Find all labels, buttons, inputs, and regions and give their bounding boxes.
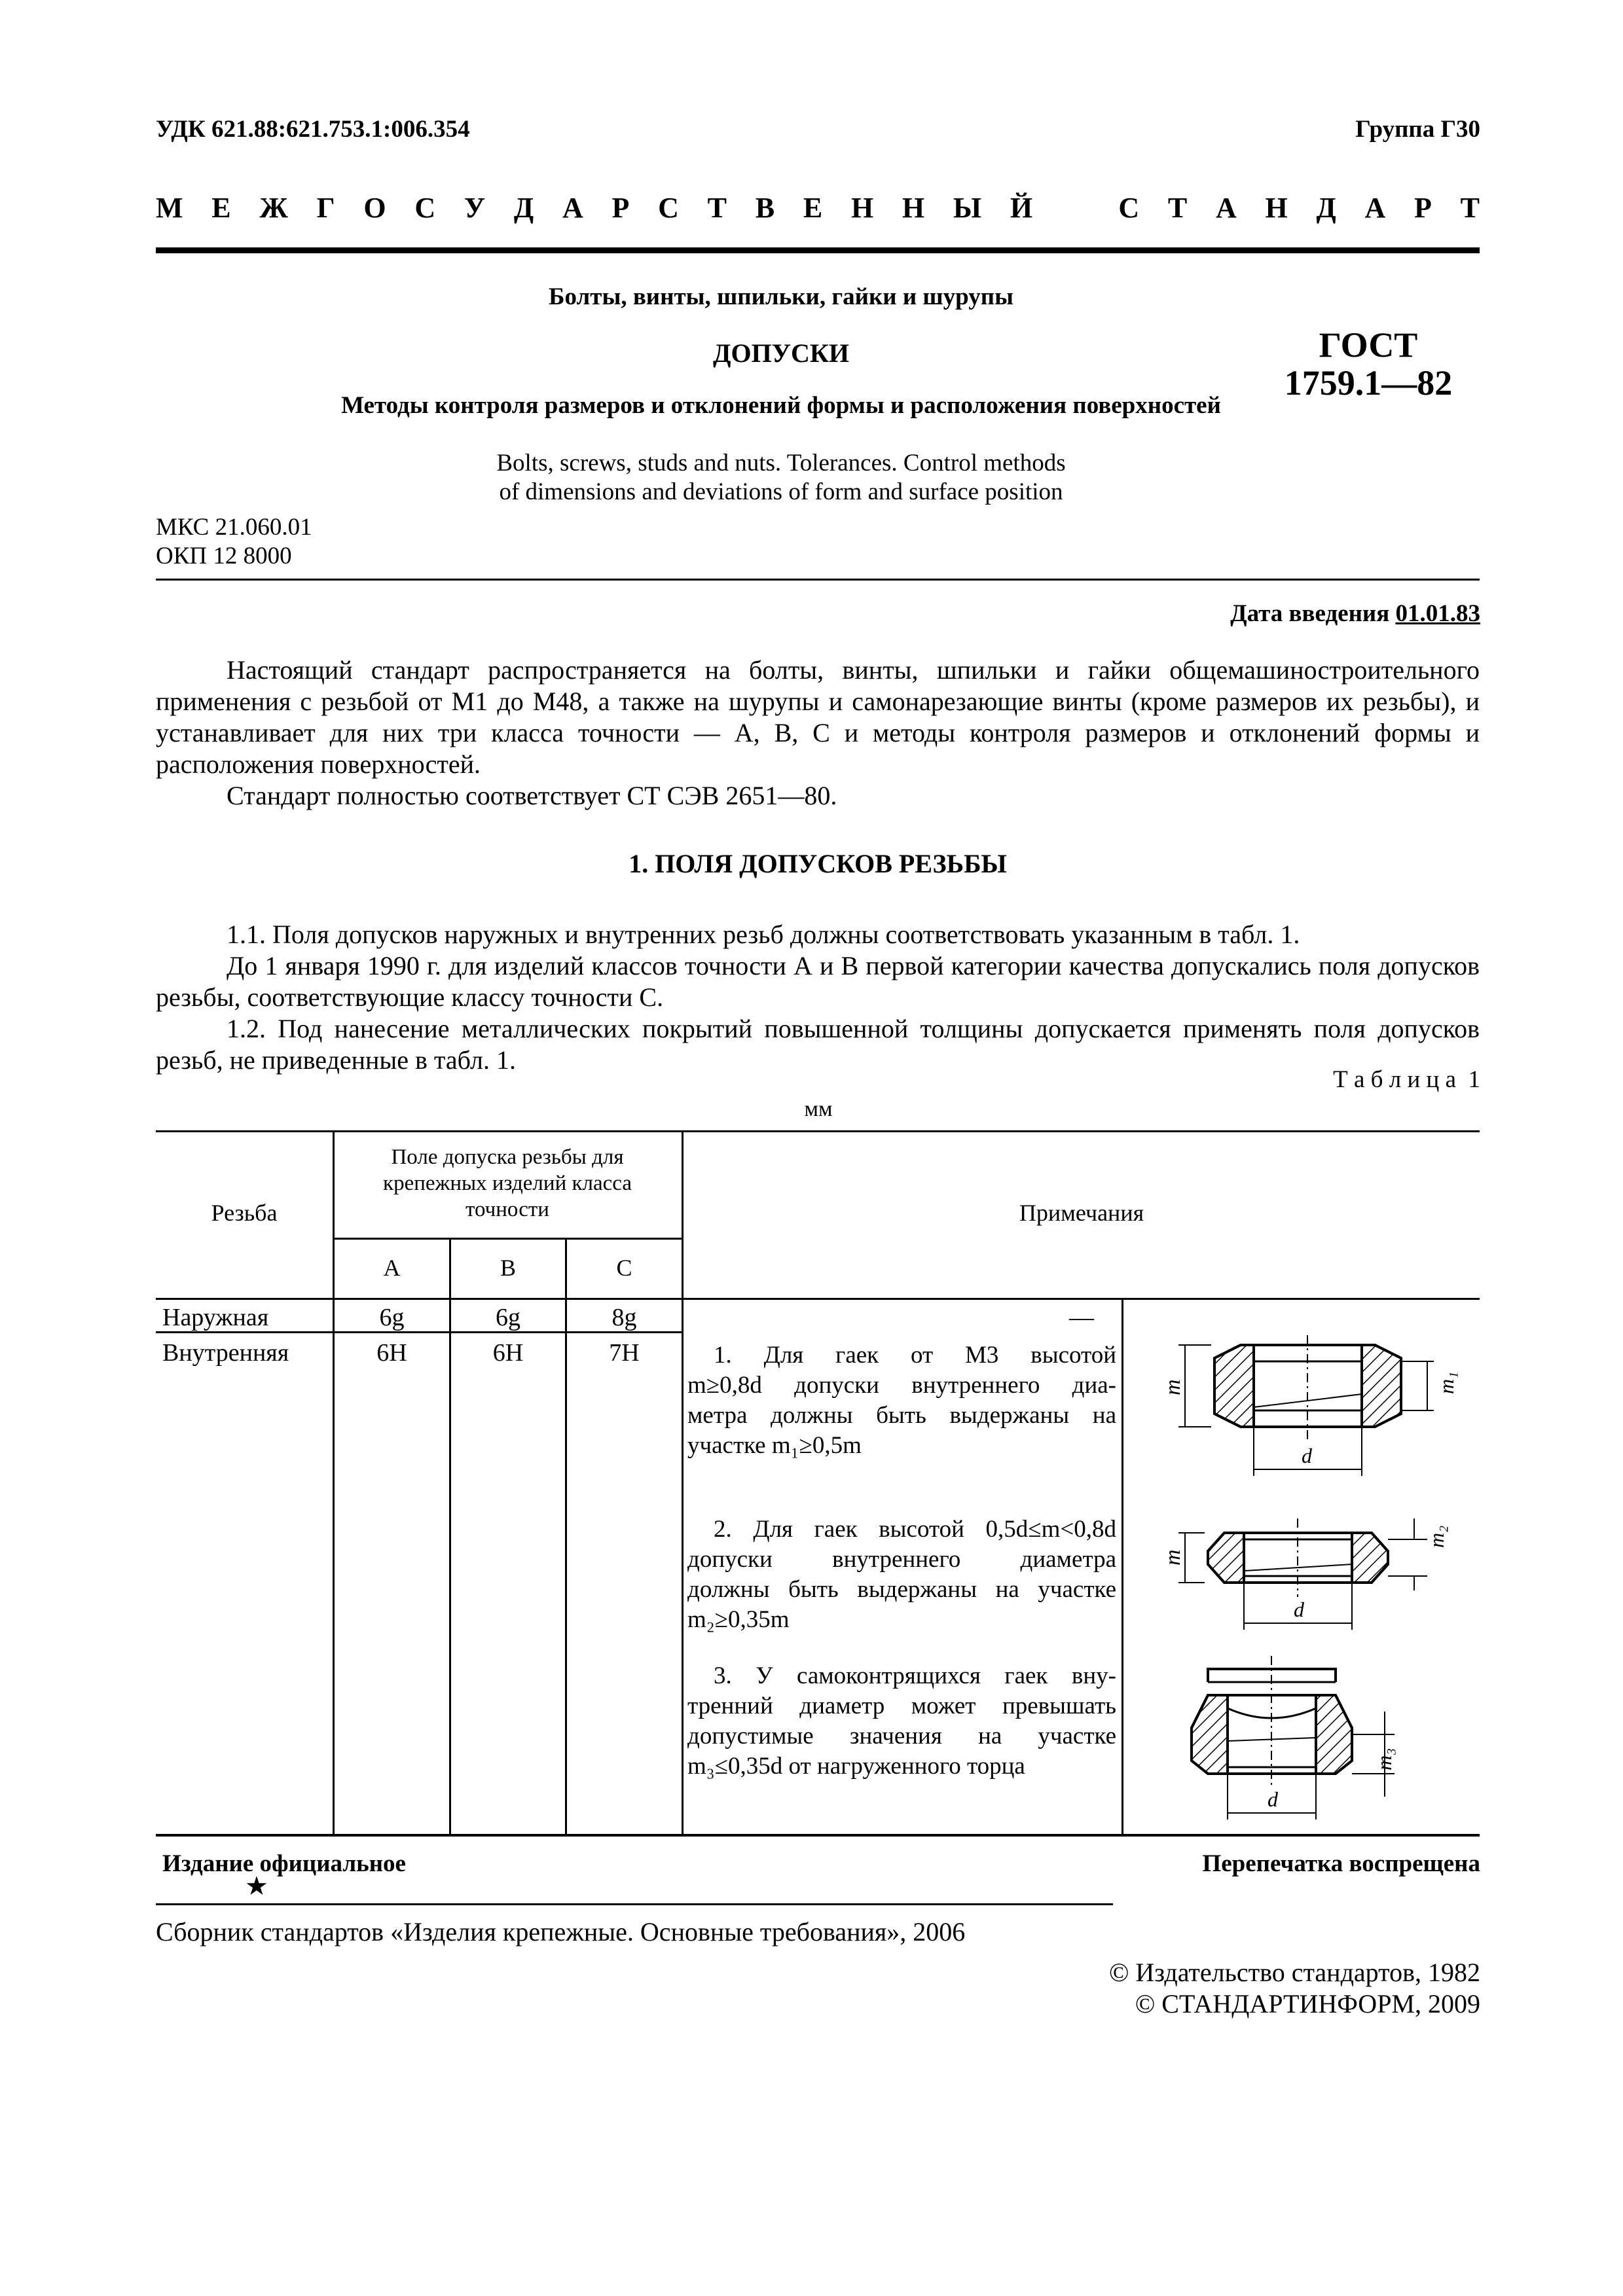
- row-external-thread: Наружная: [162, 1304, 269, 1331]
- row-internal-c: 7H: [609, 1339, 640, 1367]
- copyright-1: © Издательство стандартов, 1982: [1108, 1958, 1480, 1987]
- table-caption: Т а б л и ц а 1: [1333, 1066, 1480, 1093]
- note-1-line-2: m≥0,8d допуски внутреннего диа-: [687, 1372, 1116, 1399]
- english-title-1: Bolts, screws, studs and nuts. Tolerances. Control methods: [496, 450, 1066, 476]
- row-external-b: 6g: [496, 1304, 520, 1331]
- official-edition: Издание официальное: [162, 1850, 406, 1877]
- note-3-line-1: 3. У самоконтрящихся гаек вну-: [714, 1662, 1116, 1689]
- row-internal-b: 6H: [492, 1339, 524, 1367]
- okp-code: ОКП 12 8000: [156, 543, 292, 569]
- collection-note: Сборник стандартов «Изделия крепежные. Основные требования», 2006: [156, 1917, 966, 1946]
- row-external-c: 8g: [611, 1304, 637, 1331]
- reprint-forbidden: Перепечатка воспрещена: [1202, 1850, 1480, 1877]
- note-3-line-4: m₃≤0,35d от нагруженного торца: [687, 1753, 1025, 1780]
- title-rule: [156, 579, 1480, 581]
- header-notes: Примечания: [1019, 1200, 1144, 1226]
- row-internal-thread: Внутренняя: [162, 1339, 289, 1367]
- figure-2-label-m: m: [1161, 1549, 1185, 1566]
- row-1-underline-classes: [333, 1331, 683, 1333]
- figure-2-label-d: d: [1294, 1598, 1304, 1621]
- table-vline-4: [682, 1130, 684, 1835]
- table-subheader-rule: [334, 1238, 683, 1240]
- intro-paragraph-2: Стандарт полностью соответствует СТ СЭВ 2651—80.: [227, 781, 837, 810]
- note-1: [687, 1340, 1116, 1461]
- note-2-line-2: допуски внутреннего диаметра: [687, 1546, 1116, 1573]
- mks-code: МКС 21.060.01: [156, 514, 312, 541]
- header-thread: Резьба: [211, 1200, 278, 1226]
- gost-number: 1759.1—82: [1284, 363, 1453, 403]
- title-line-3: Методы контроля размеров и отклонений формы и расположения поверхностей: [341, 392, 1221, 419]
- note-3: [687, 1661, 1116, 1782]
- note-2-line-1: 2. Для гаек высотой 0,5d≤m<0,8d: [714, 1516, 1116, 1543]
- figure-3-label-m3: m₃: [1372, 1748, 1396, 1770]
- table-bottom-rule: [156, 1834, 1480, 1837]
- note-1-line-1: 1. Для гаек от М3 высотой: [714, 1342, 1116, 1369]
- figure-2-label-m2: m₂: [1425, 1525, 1448, 1548]
- star-mark: ★: [245, 1871, 268, 1901]
- figure-3-label-d: d: [1267, 1787, 1278, 1811]
- table-vline-5: [1122, 1298, 1123, 1835]
- intro-date-label: Дата введения: [1230, 600, 1390, 627]
- nut-figure-2: [1139, 1499, 1467, 1649]
- table-header-bottom-rule: [156, 1298, 1480, 1300]
- group-code: Группа Г30: [1355, 116, 1480, 143]
- nut-figure-3: [1139, 1656, 1467, 1833]
- english-title-2: of dimensions and deviations of form and surface position: [499, 478, 1063, 505]
- intro-date: [1230, 600, 1480, 628]
- udk-code: УДК 621.88:621.753.1:006.354: [156, 116, 470, 143]
- intro-paragraph-1: Настоящий стандарт распространяется на болты, винты, шпильки и гайки общемашиностроительного применения с резьбой от М1 до М48, а также на шурупы и самонарезающие винты (кроме размеров их резьбы), и устанавливает для них три класса точности — А, В, С и методы контроля размеров и отклонений формы и расположения поверхностей.: [156, 655, 1480, 779]
- table-top-rule: [156, 1130, 1480, 1132]
- note-1-line-4: участке m₁≥0,5m: [687, 1432, 862, 1459]
- note-2-line-4: m₂≥0,35m: [687, 1606, 790, 1633]
- footer-rule: [156, 1903, 1113, 1905]
- header-rule: [156, 247, 1480, 253]
- row-internal-a: 6H: [376, 1339, 407, 1367]
- title-line-2: ДОПУСКИ: [712, 338, 850, 368]
- nut-figure-1: [1139, 1335, 1467, 1492]
- row-external-note: —: [1069, 1304, 1094, 1331]
- header-class-c: С: [616, 1255, 632, 1281]
- paragraph-1-1-b: До 1 января 1990 г. для изделий классов точности А и В первой категории качества допускались поля допусков резьбы, соответствующие классу точности С.: [156, 951, 1480, 1012]
- copyright-2: © СТАНДАРТИНФОРМ, 2009: [1135, 1989, 1480, 2018]
- header-class-b: В: [500, 1255, 516, 1281]
- note-3-line-3: допустимые значения на участке: [687, 1723, 1116, 1749]
- note-2-line-3: должны быть выдержаны на участке: [687, 1576, 1116, 1603]
- note-1-line-3: метра должны быть выдержаны на: [687, 1402, 1116, 1429]
- gost-label: ГОСТ: [1319, 325, 1418, 365]
- figure-1-label-m1: m₁: [1434, 1371, 1458, 1394]
- header-tolerance-field: Поле допуска резьбы для крепежных изделий класса точности: [383, 1145, 632, 1221]
- interstate-standard-heading: М Е Ж Г О С У Д А Р С Т В Е Н Н Ы Й С Т А Н Д А Р Т: [156, 192, 1480, 224]
- section-1-title: 1. ПОЛЯ ДОПУСКОВ РЕЗЬБЫ: [629, 849, 1007, 878]
- note-2: [687, 1515, 1116, 1635]
- header-class-a: А: [383, 1255, 401, 1281]
- figure-1-label-d: d: [1302, 1444, 1312, 1467]
- paragraph-1-2: 1.2. Под нанесение металлических покрытий повышенной толщины допускается применять поля допусков резьб, не приведенные в табл. 1.: [156, 1014, 1480, 1075]
- table-unit: мм: [804, 1097, 833, 1121]
- paragraph-1-1: 1.1. Поля допусков наружных и внутренних резьб должны соответствовать указанным в табл. 1.: [227, 920, 1300, 949]
- title-line-1: Болты, винты, шпильки, гайки и шурупы: [549, 283, 1013, 310]
- figure-1-label-m: m: [1161, 1379, 1185, 1395]
- intro-date-value: 01.01.83: [1395, 600, 1480, 627]
- row-external-a: 6g: [379, 1304, 405, 1331]
- note-3-line-2: тренний диаметр может превышать: [687, 1693, 1116, 1719]
- row-1-underline-thread: [156, 1331, 334, 1333]
- table-vline-1: [333, 1130, 335, 1835]
